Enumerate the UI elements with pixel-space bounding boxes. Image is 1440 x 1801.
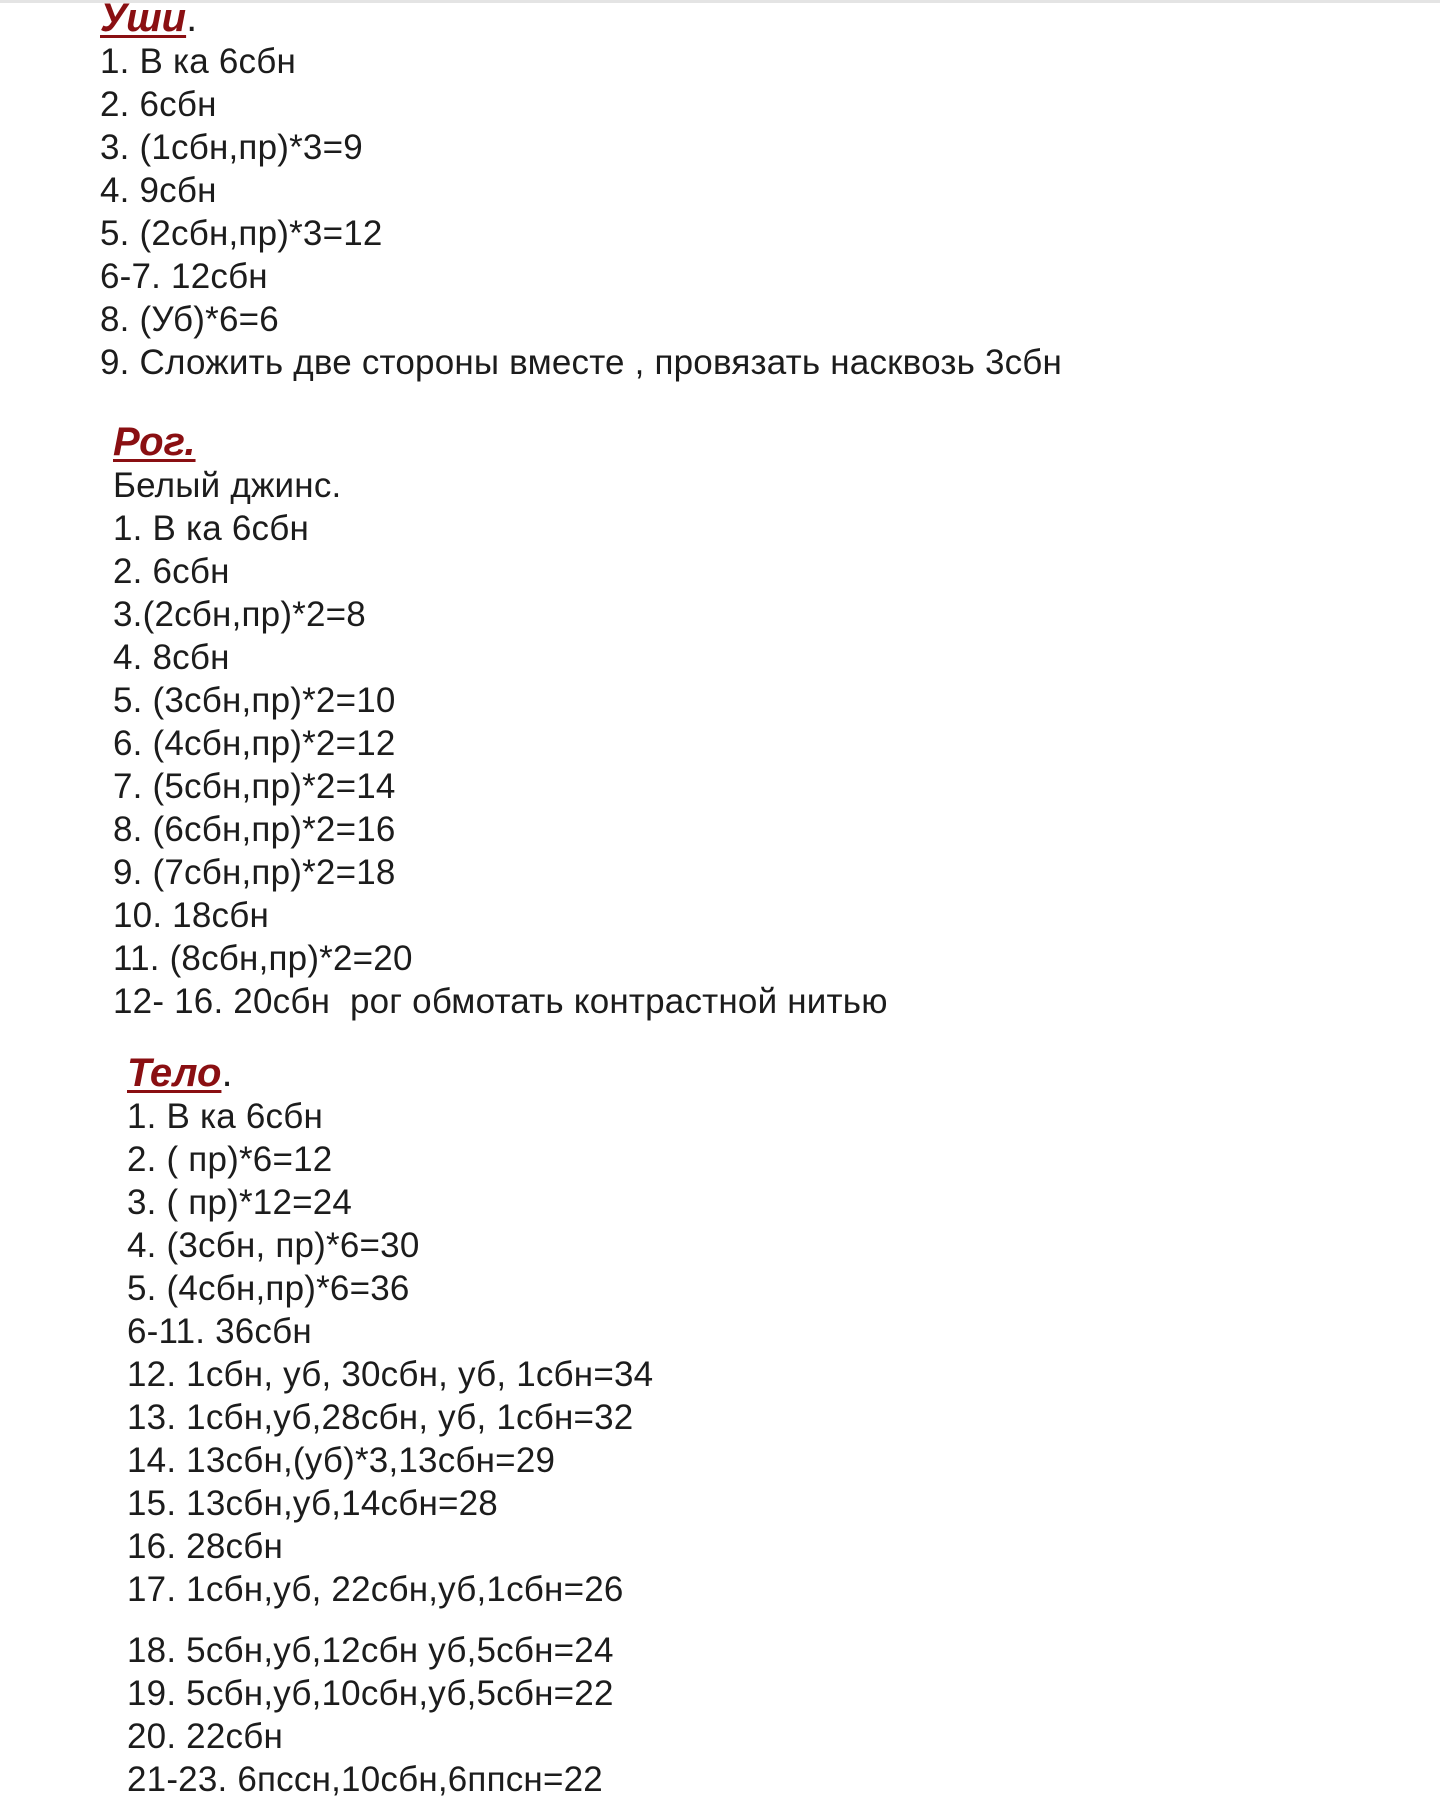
instruction-line: 15. 13сбн,уб,14сбн=28	[127, 1484, 498, 1523]
instruction-line: 18. 5сбн,уб,12сбн уб,5сбн=24	[127, 1631, 614, 1670]
heading-title: Уши	[100, 0, 187, 40]
instruction-line: 1. В ка 6сбн	[113, 509, 309, 548]
instruction-line: 17. 1сбн,уб, 22сбн,уб,1сбн=26	[127, 1570, 624, 1609]
heading-title: Рог.	[113, 420, 196, 464]
instruction-line: 13. 1сбн,уб,28сбн, уб, 1сбн=32	[127, 1398, 634, 1437]
instruction-line: 1. В ка 6сбн	[100, 42, 296, 81]
instruction-line: 2. ( пр)*6=12	[127, 1140, 333, 1179]
instruction-line: 4. 9сбн	[100, 171, 217, 210]
instruction-line: 16. 28сбн	[127, 1527, 283, 1566]
instruction-line: 5. (3сбн,пр)*2=10	[113, 681, 396, 720]
instruction-line: 2. 6сбн	[113, 552, 230, 591]
instruction-line: 20. 22сбн	[127, 1717, 283, 1756]
instruction-line: 4. (3сбн, пр)*6=30	[127, 1226, 420, 1265]
section-telo	[127, 1052, 653, 1801]
instruction-line: 6. (4сбн,пр)*2=12	[113, 724, 396, 763]
heading-suffix: .	[221, 1051, 233, 1095]
instruction-line: 3. ( пр)*12=24	[127, 1183, 353, 1222]
instruction-line: 10. 18сбн	[113, 896, 269, 935]
instruction-line: 19. 5сбн,уб,10сбн,уб,5сбн=22	[127, 1674, 614, 1713]
instruction-line: 5. (4сбн,пр)*6=36	[127, 1269, 410, 1308]
instruction-line: 3.(2сбн,пр)*2=8	[113, 595, 366, 634]
instruction-line: 6-11. 36сбн	[127, 1312, 312, 1351]
section-ushi	[100, 0, 1062, 384]
section-heading	[113, 421, 888, 464]
instruction-line: 8. (Уб)*6=6	[100, 300, 279, 339]
heading-suffix: .	[186, 0, 198, 40]
instruction-line: 3. (1сбн,пр)*3=9	[100, 128, 363, 167]
section-rog	[113, 421, 888, 1023]
instruction-line: 11. (8сбн,пр)*2=20	[113, 939, 413, 978]
section-heading	[100, 0, 1062, 40]
instruction-line: Белый джинс.	[113, 466, 342, 505]
heading-title: Тело	[127, 1051, 222, 1095]
instruction-line: 8. (6сбн,пр)*2=16	[113, 810, 396, 849]
instruction-line: 9. (7сбн,пр)*2=18	[113, 853, 396, 892]
section-heading	[127, 1052, 653, 1095]
instruction-line: 6-7. 12сбн	[100, 257, 268, 296]
instruction-line: 12- 16. 20сбн рог обмотать контрастной нитью	[113, 982, 888, 1021]
spacer	[127, 1611, 653, 1629]
instruction-line: 12. 1сбн, уб, 30сбн, уб, 1сбн=34	[127, 1355, 654, 1394]
instruction-line: 21-23. 6пссн,10сбн,6ппсн=22	[127, 1760, 603, 1799]
instruction-line: 14. 13сбн,(уб)*3,13сбн=29	[127, 1441, 556, 1480]
instruction-line: 9. Сложить две стороны вместе , провязать насквозь 3сбн	[100, 343, 1063, 382]
instruction-line: 4. 8сбн	[113, 638, 230, 677]
instruction-line: 5. (2сбн,пр)*3=12	[100, 214, 383, 253]
instruction-line: 1. В ка 6сбн	[127, 1097, 323, 1136]
instruction-line: 2. 6сбн	[100, 85, 217, 124]
instruction-line: 7. (5сбн,пр)*2=14	[113, 767, 396, 806]
